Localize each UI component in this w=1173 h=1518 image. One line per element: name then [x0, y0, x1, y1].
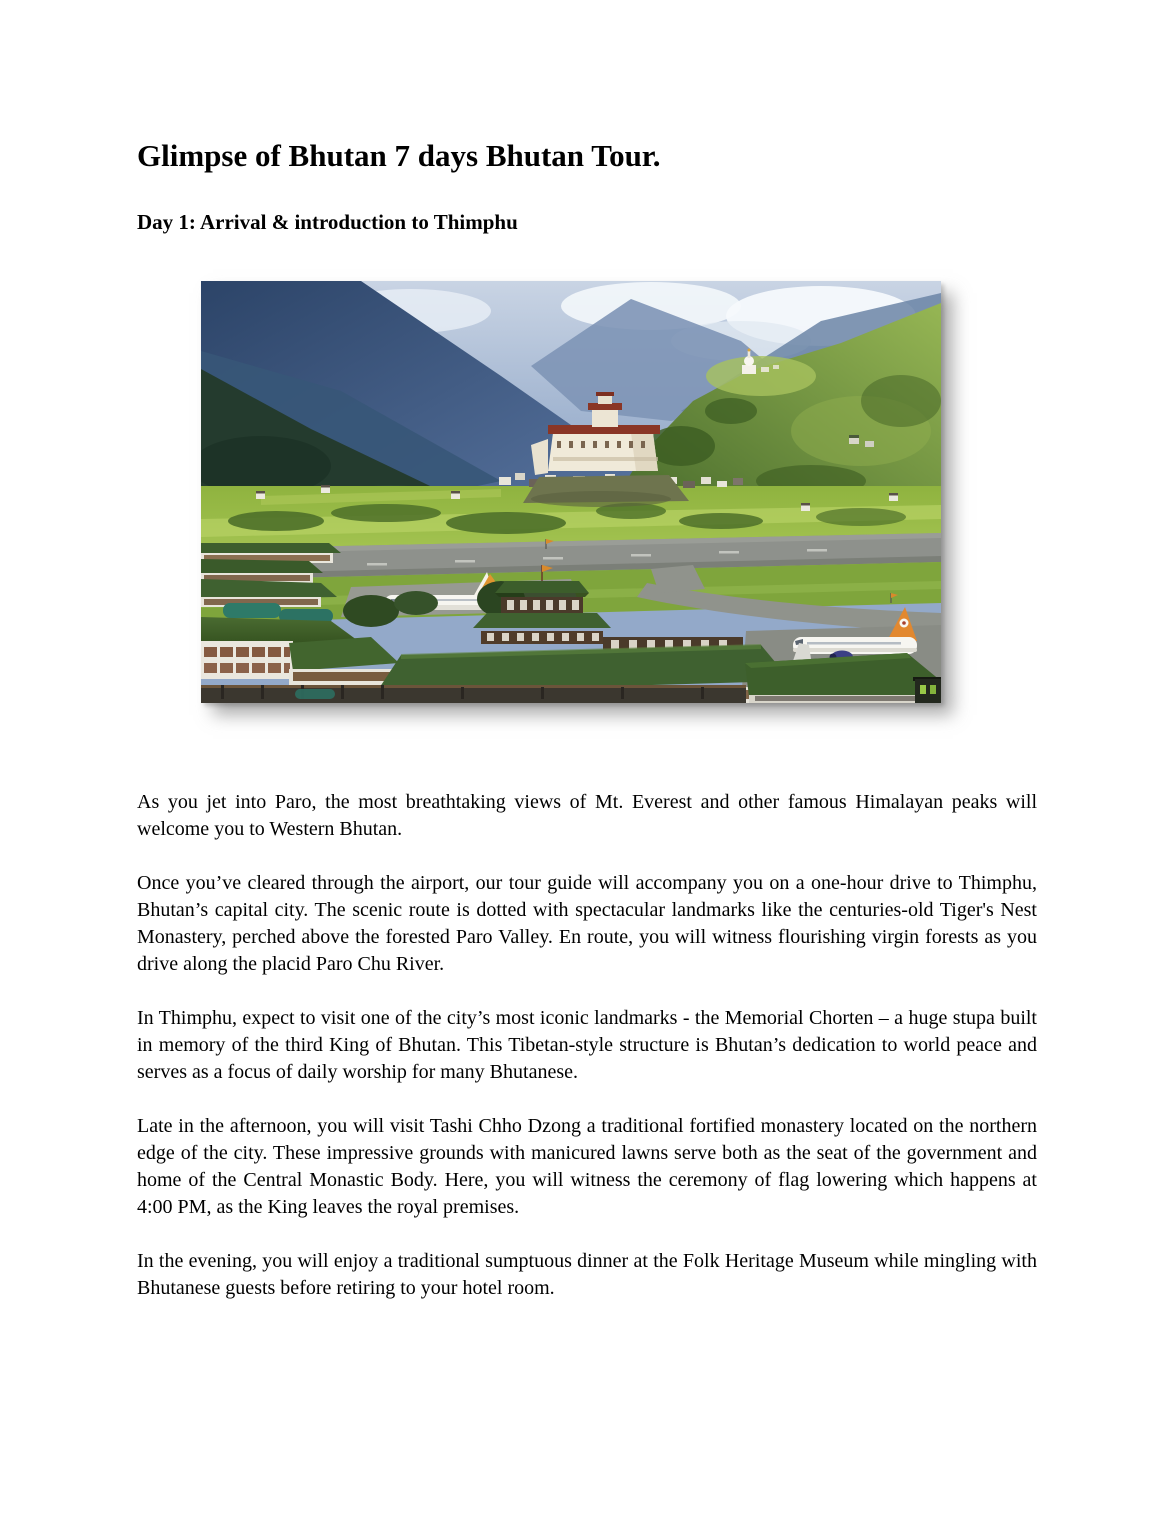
paro-airport-illustration	[201, 281, 941, 703]
paragraph-arrival: As you jet into Paro, the most breathtaking views of Mt. Everest and other famous Himalayan peaks will welcome you to Western Bhutan.	[137, 790, 1037, 840]
paro-airport-photo	[201, 281, 941, 703]
day-1-heading: Day 1: Arrival & introduction to Thimphu	[137, 209, 518, 234]
paragraph-evening-dinner: In the evening, you will enjoy a traditional sumptuous dinner at the Folk Heritage Museum while mingling with Bhutanese guests before retiring to your hotel room.	[137, 1249, 1037, 1299]
ground-canopy	[201, 685, 746, 703]
paragraph-drive-to-thimphu: Once you’ve cleared through the airport, our tour guide will accompany you on a one-hour drive to Thimphu, Bhutan’s capital city. The scenic route is dotted with spectacular landmarks like the centuries-old Tiger's Nest Monastery, perched above the forested Paro Valley. En route, you will witness flourishing virgin forests as you drive along the placid Paro Chu River.	[137, 871, 1037, 975]
paragraph-memorial-chorten: In Thimphu, expect to visit one of the city’s most iconic landmarks - the Memorial Chorten – a huge stupa built in memory of the third King of Bhutan. This Tibetan-style structure is Bhutan’s dedication to world peace and serves as a focus of daily worship for many Bhutanese.	[137, 1006, 1037, 1083]
paragraph-tashi-chho-dzong: Late in the afternoon, you will visit Tashi Chho Dzong a traditional fortified monastery located on the northern edge of the city. These impressive grounds with manicured lawns serve both as the seat of the government and home of the Central Monastic Body. Here, you will witness the ceremony of flag lowering which happens at 4:00 PM, as the King leaves the royal premises.	[137, 1114, 1037, 1218]
document-content	[137, 0, 1037, 1302]
document-title: Glimpse of Bhutan 7 days Bhutan Tour.	[137, 138, 661, 173]
